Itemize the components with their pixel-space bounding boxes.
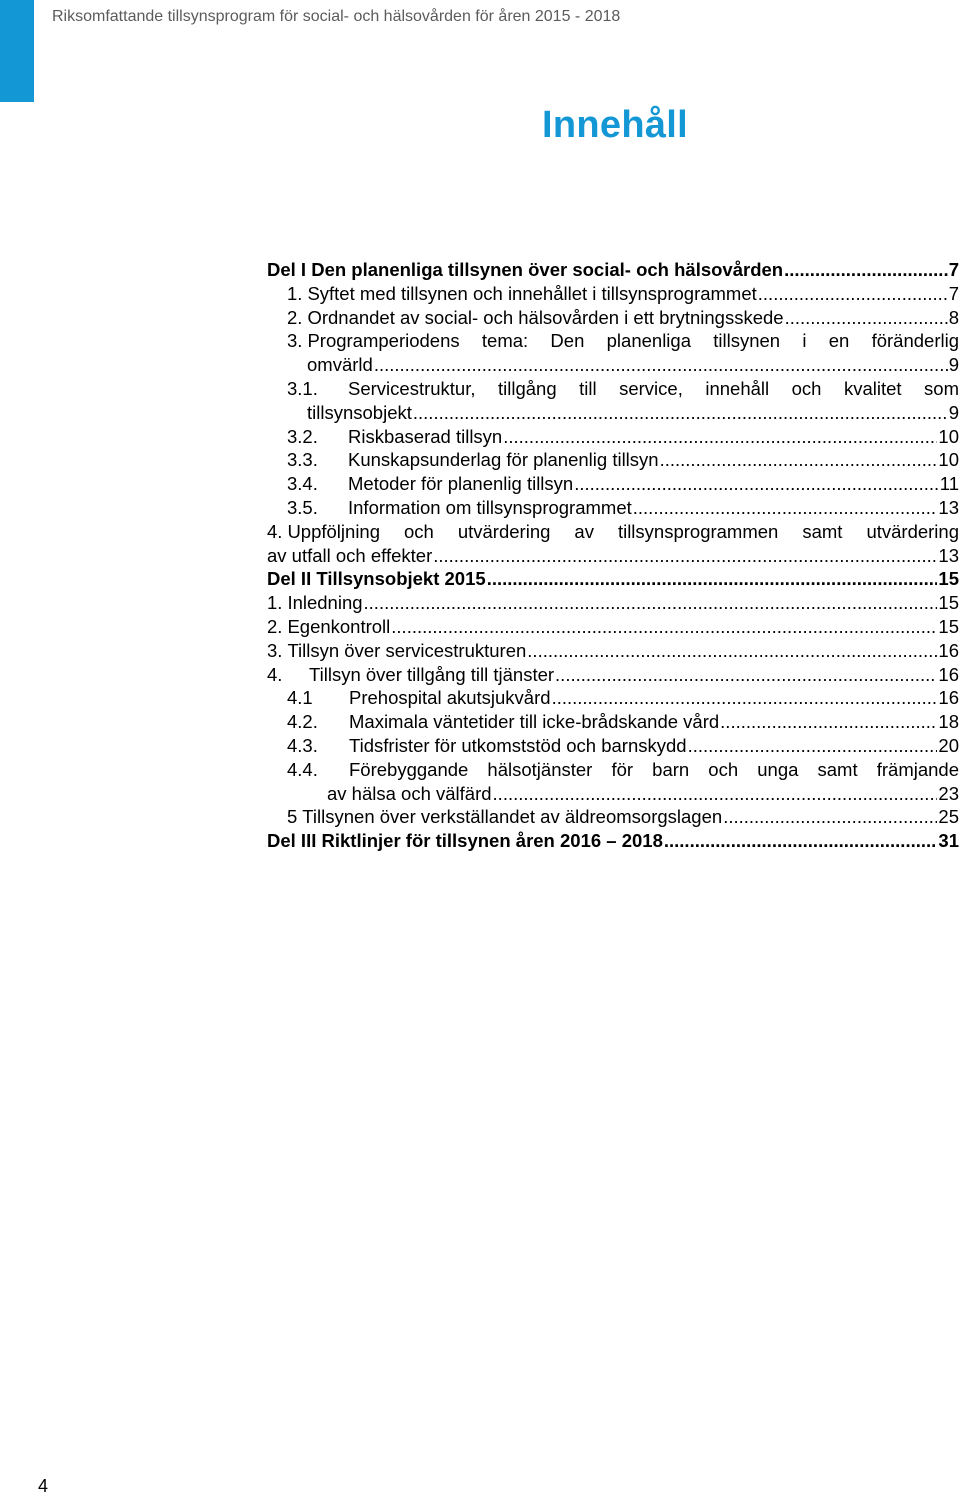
- toc-entry-label: Kunskapsunderlag för planenlig tillsyn: [348, 449, 659, 471]
- toc-dot-leader: [364, 591, 938, 615]
- toc-dot-leader: [758, 282, 948, 306]
- toc-entry-line: [267, 591, 959, 615]
- toc-entry-page: 10: [938, 449, 959, 471]
- page-number: 4: [38, 1476, 49, 1496]
- toc-entry[interactable]: [267, 567, 959, 591]
- toc-entry[interactable]: [267, 425, 959, 449]
- toc-dot-leader: [555, 663, 937, 687]
- toc-entry-number: 4.3.: [287, 734, 318, 756]
- toc-entry-number: 1.: [287, 282, 303, 304]
- toc-entry-label: Egenkontroll: [287, 615, 391, 637]
- toc-entry-line: [267, 639, 959, 663]
- toc-entry-page: 9: [948, 354, 959, 376]
- toc-entry-number: 1.: [267, 592, 283, 614]
- toc-entry-label: Riskbaserad tillsyn: [348, 425, 503, 447]
- toc-entry-line: [287, 306, 959, 330]
- toc-entry[interactable]: [267, 615, 959, 639]
- toc-entry-page: 16: [938, 687, 959, 709]
- toc-entry-continuation: [267, 544, 959, 568]
- toc-entry-page: 31: [938, 830, 959, 852]
- toc-entry-label: Programperiodens tema: Den planenliga tillsynen i en föränderlig: [307, 330, 959, 352]
- toc-entry[interactable]: [267, 448, 959, 472]
- toc-entry-line: [287, 425, 959, 449]
- toc-entry-number: 5: [287, 806, 298, 828]
- toc-entry-number: 4.1: [287, 687, 313, 709]
- toc-entry-label: omvärld: [307, 354, 373, 376]
- toc-entry[interactable]: [267, 663, 959, 687]
- toc-entry-continuation: [287, 353, 959, 377]
- toc-dot-leader: [552, 686, 938, 710]
- toc-entry-label: Tillsyn över tillgång till tjänster: [309, 663, 555, 685]
- toc-entry-line: [287, 805, 959, 829]
- toc-entry-number: 3.2.: [287, 425, 318, 447]
- toc-dot-leader: [785, 306, 948, 330]
- toc-dot-leader: [391, 615, 937, 639]
- toc-entry-label: Del I Den planenliga tillsynen över social- och hälsovården: [267, 259, 784, 280]
- toc-entry-page: 15: [938, 592, 959, 614]
- toc-entry-page: 13: [938, 544, 959, 566]
- toc-entry-line: [267, 615, 959, 639]
- toc-dot-leader: [784, 258, 948, 282]
- toc-entry[interactable]: [267, 758, 959, 806]
- toc-entry-label: Information om tillsynsprogrammet: [348, 496, 632, 518]
- toc-entry-line: [287, 448, 959, 472]
- toc-entry-first-line: [287, 329, 959, 353]
- toc-entry-line: [287, 710, 959, 734]
- toc-entry-label: Tillsyn över servicestrukturen: [287, 639, 527, 661]
- toc-entry-number: 4.4.: [287, 758, 318, 780]
- page-title: Innehåll: [542, 104, 688, 146]
- toc-entry-label: Uppföljning och utvärdering av tillsynsprogrammen samt utvärdering: [287, 520, 959, 542]
- toc-entry-line: [287, 686, 959, 710]
- toc-entry[interactable]: [267, 258, 959, 282]
- toc-entry-page: 8: [948, 306, 959, 328]
- toc-entry-number: 3.5.: [287, 496, 318, 518]
- toc-entry-label: Prehospital akutsjukvård: [349, 687, 551, 709]
- toc-entry-page: 10: [938, 425, 959, 447]
- toc-entry-page: 9: [948, 401, 959, 423]
- toc-entry[interactable]: [267, 329, 959, 377]
- toc-entry-page: 13: [938, 496, 959, 518]
- toc-entry-number: 4.: [267, 663, 283, 685]
- toc-entry-page: 11: [939, 473, 959, 495]
- toc-entry[interactable]: [267, 734, 959, 758]
- toc-entry-first-line: [287, 758, 959, 782]
- toc-entry-label: Ordnandet av social- och hälsovården i ett brytningsskede: [307, 306, 784, 328]
- toc-dot-leader: [487, 567, 938, 591]
- toc-dot-leader: [720, 710, 937, 734]
- toc-dot-leader: [503, 425, 937, 449]
- toc-entry-label: Del III Riktlinjer för tillsynen åren 2016 – 2018: [267, 830, 663, 852]
- toc-dot-leader: [433, 544, 937, 568]
- toc-dot-leader: [574, 472, 939, 496]
- toc-dot-leader: [527, 639, 937, 663]
- toc-entry-number: 4.2.: [287, 711, 318, 733]
- toc-entry-page: 20: [938, 734, 959, 756]
- toc-entry-number: 3.3.: [287, 449, 318, 471]
- toc-entry-label: Del II Tillsynsobjekt 2015: [267, 568, 486, 590]
- toc-entry-line: [267, 567, 959, 591]
- toc-entry[interactable]: [267, 591, 959, 615]
- toc-entry[interactable]: [267, 639, 959, 663]
- toc-dot-leader: [688, 734, 938, 758]
- toc-entry[interactable]: [267, 472, 959, 496]
- toc-entry-label: Servicestruktur, tillgång till service, innehåll och kvalitet som: [348, 377, 959, 399]
- toc-entry-line: [267, 829, 959, 853]
- toc-entry[interactable]: [267, 496, 959, 520]
- toc-dot-leader: [493, 782, 938, 806]
- toc-entry-line: [287, 472, 959, 496]
- toc-entry-line: [287, 734, 959, 758]
- toc-entry-number: 2.: [287, 306, 303, 328]
- toc-entry-number: 3.: [267, 639, 283, 661]
- toc-entry-line: [267, 258, 959, 282]
- toc-entry-label: Förebyggande hälsotjänster för barn och unga samt främjande: [349, 758, 959, 780]
- toc-entry-number: 2.: [267, 615, 283, 637]
- toc-entry-continuation: [287, 401, 959, 425]
- toc-entry-page: 15: [938, 615, 959, 637]
- toc-entry-continuation: [287, 782, 959, 806]
- toc-entry-number: 3.: [287, 330, 303, 352]
- accent-bar: [0, 0, 34, 102]
- toc-entry-label: av hälsa och välfärd: [327, 782, 492, 804]
- toc-entry[interactable]: [267, 520, 959, 568]
- toc-dot-leader: [633, 496, 938, 520]
- toc-entry-page: 18: [938, 711, 959, 733]
- toc-entry-page: 7: [948, 259, 959, 280]
- toc-entry-label: Tidsfrister för utkomststöd och barnskydd: [349, 734, 687, 756]
- toc-entry-line: [287, 496, 959, 520]
- toc-entry-number: 4.: [267, 520, 283, 542]
- toc-entry-first-line: [267, 520, 959, 544]
- toc-entry[interactable]: [267, 710, 959, 734]
- toc-entry-label: av utfall och effekter: [267, 544, 433, 566]
- running-header: Riksomfattande tillsynsprogram för social- och hälsovården för åren 2015 - 2018: [52, 8, 621, 25]
- toc-entry-label: Tillsynen över verkställandet av äldreomsorgslagen: [302, 806, 723, 828]
- table-of-contents: [267, 258, 959, 853]
- toc-entry-page: 15: [938, 568, 959, 590]
- toc-entry-page: 16: [938, 663, 959, 685]
- toc-entry[interactable]: [267, 805, 959, 829]
- toc-entry-label: Inledning: [287, 592, 363, 614]
- toc-entry-number: 3.1.: [287, 377, 318, 399]
- toc-entry-page: 7: [948, 282, 959, 304]
- toc-entry-label: Maximala väntetider till icke-brådskande vård: [349, 711, 720, 733]
- toc-dot-leader: [660, 448, 938, 472]
- toc-entry[interactable]: [267, 377, 959, 425]
- toc-entry-page: 16: [938, 639, 959, 661]
- toc-entry-label: Syftet med tillsynen och innehållet i tillsynsprogrammet: [307, 282, 757, 304]
- toc-entry-first-line: [287, 377, 959, 401]
- toc-dot-leader: [413, 401, 948, 425]
- toc-dot-leader: [664, 829, 938, 853]
- toc-entry-page: 23: [938, 782, 959, 804]
- toc-entry-number: 3.4.: [287, 473, 318, 495]
- toc-entry-label: tillsynsobjekt: [307, 401, 412, 423]
- toc-entry-line: [267, 663, 959, 687]
- toc-entry-page: 25: [938, 806, 959, 828]
- toc-entry[interactable]: [267, 829, 959, 853]
- toc-dot-leader: [374, 353, 948, 377]
- toc-entry[interactable]: [267, 686, 959, 710]
- toc-entry[interactable]: [267, 282, 959, 306]
- toc-entry[interactable]: [267, 306, 959, 330]
- toc-entry-line: [287, 282, 959, 306]
- toc-dot-leader: [723, 805, 937, 829]
- toc-entry-label: Metoder för planenlig tillsyn: [348, 473, 574, 495]
